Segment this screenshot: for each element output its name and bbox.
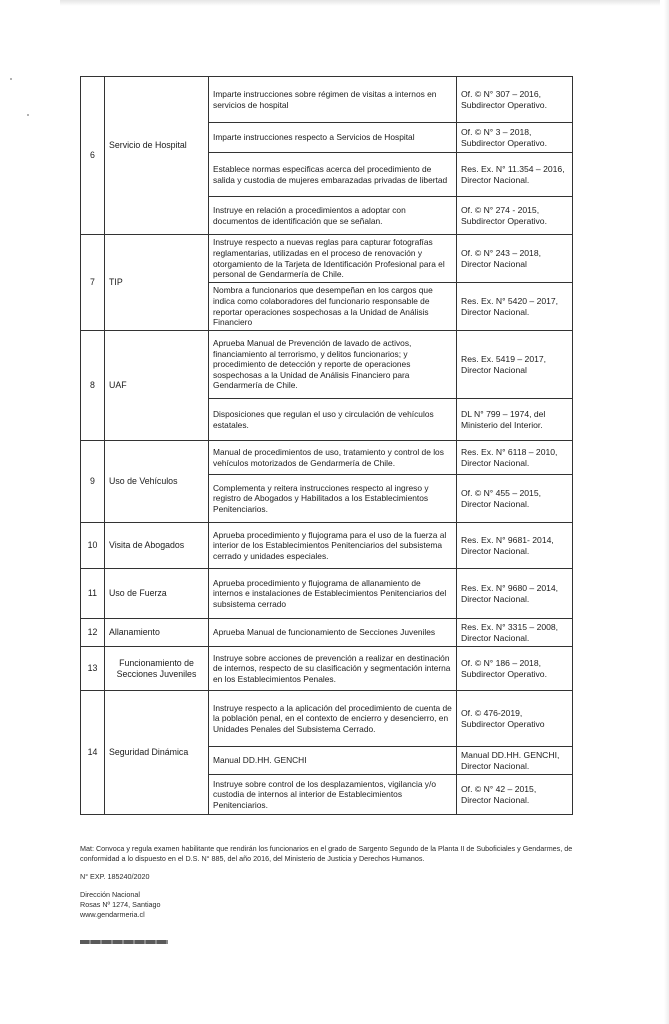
scan-speck [27, 114, 29, 116]
norm-description: Instruye en relación a procedimientos a adoptar con documentos de identificación que se señalan. [209, 197, 457, 235]
norm-description: Instruye sobre acciones de prevención a realizar en destinación de internos, respecto de su clasificación y segmentación interna en los Establecimientos Penales. [209, 647, 457, 691]
norm-description: Manual DD.HH. GENCHI [209, 747, 457, 775]
row-topic: UAF [105, 331, 209, 441]
row-topic: Allanamiento [105, 619, 209, 647]
norm-reference: Res. Ex. N° 9681- 2014, Director Nacional. [457, 523, 573, 569]
scan-edge-right [664, 0, 669, 1024]
norm-description: Instruye sobre control de los desplazamientos, vigilancia y/o custodia de internos al interior de Establecimientos Penitenciarios. [209, 775, 457, 815]
office-address: Rosas Nº 1274, Santiago [80, 900, 161, 909]
subject-note: Mat: Convoca y regula examen habilitante que rendirán los funcionarios en el grado de Sargento Segundo de la Planta II de Suboficiales y Gendarmes, de conformidad a lo dispuesto en el D.S. N° 885, del año 2016, del Ministerio de Justicia y Derechos Humanos. [80, 844, 573, 863]
row-topic: Servicio de Hospital [105, 77, 209, 153]
website-link[interactable]: www.gendarmeria.cl [80, 910, 145, 919]
norm-reference: Of. © N° 186 – 2018, Subdirector Operativo. [457, 647, 573, 691]
norm-reference: Manual DD.HH. GENCHI, Director Nacional. [457, 747, 573, 775]
norm-reference: Res. Ex. N° 5420 – 2017, Director Nacional. [457, 283, 573, 331]
table-row [81, 153, 573, 197]
norm-reference: Of. © 476-2019, Subdirector Operativo [457, 691, 573, 747]
norm-description: Aprueba Manual de Prevención de lavado de activos, financiamiento al terrorismo, y delitos funcionarios; y procedimiento de detección y reporte de operaciones sospechosas a la Unidad de Análisis Financiero para Gendarmería de Chile. [209, 331, 457, 399]
document-footer [80, 844, 590, 920]
norm-reference: Of. © N° 455 – 2015, Director Nacional. [457, 475, 573, 523]
row-number: 13 [81, 647, 105, 691]
row-topic: Seguridad Dinámica [105, 691, 209, 815]
row-number: 9 [81, 441, 105, 523]
row-topic: Funcionamiento de Secciones Juveniles [105, 647, 209, 691]
table-row [81, 523, 573, 569]
file-number: N° EXP. 185240/2020 [80, 872, 150, 881]
row-number: 7 [81, 235, 105, 331]
row-topic: Uso de Vehículos [105, 441, 209, 523]
norm-description: Instruye respecto a nuevas reglas para capturar fotografías reglamentarias, utilizadas en el proceso de renovación y otorgamiento de la Tarjeta de Identificación Profesional para el personal de Gendarmería de Chile. [209, 235, 457, 283]
norm-reference: Res. Ex. N° 3315 – 2008, Director Nacional. [457, 619, 573, 647]
norm-reference: Res. Ex. N° 6118 – 2010, Director Nacional. [457, 441, 573, 475]
norm-description: Manual de procedimientos de uso, tratamiento y control de los vehículos motorizados de Gendarmería de Chile. [209, 441, 457, 475]
table-row [81, 569, 573, 619]
row-topic: Uso de Fuerza [105, 569, 209, 619]
row-topic-continued [105, 153, 209, 235]
scan-speck [10, 78, 12, 80]
norm-description: Imparte instrucciones respecto a Servicios de Hospital [209, 123, 457, 153]
row-number: 8 [81, 331, 105, 441]
row-number: 10 [81, 523, 105, 569]
norm-reference: Res. Ex. N° 11.354 – 2016, Director Nacional. [457, 153, 573, 197]
row-number: 11 [81, 569, 105, 619]
table-row [81, 331, 573, 399]
row-number: 14 [81, 691, 105, 815]
row-number: 6 [81, 77, 105, 235]
norm-description: Nombra a funcionarios que desempeñan en los cargos que indica como colaboradores del funcionario responsable de reportar operaciones sospechosas a la Unidad de Análisis Financiero [209, 283, 457, 331]
norm-reference: Of. © N° 243 – 2018, Director Nacional [457, 235, 573, 283]
table-row [81, 235, 573, 283]
row-number: 12 [81, 619, 105, 647]
norm-description: Aprueba procedimiento y flujograma de allanamiento de internos e instalaciones de Establecimientos Penitenciarios del subsistema cerrado [209, 569, 457, 619]
regulations-table [80, 76, 573, 815]
norm-description: Aprueba Manual de funcionamiento de Secciones Juveniles [209, 619, 457, 647]
norm-reference: Res. Ex. N° 9680 – 2014, Director Nacional. [457, 569, 573, 619]
norm-reference: Of. © N° 42 – 2015, Director Nacional. [457, 775, 573, 815]
norm-reference: Of. © N° 274 - 2015, Subdirector Operativo. [457, 197, 573, 235]
scan-edge-top [60, 0, 660, 6]
norm-reference: Of. © N° 307 – 2016, Subdirector Operativo. [457, 77, 573, 123]
table-row [81, 691, 573, 747]
table-row [81, 441, 573, 475]
norm-description: Imparte instrucciones sobre régimen de visitas a internos en servicios de hospital [209, 77, 457, 123]
office-name: Dirección Nacional [80, 890, 140, 899]
row-topic: TIP [105, 235, 209, 331]
norm-description: Disposiciones que regulan el uso y circulación de vehículos estatales. [209, 399, 457, 441]
footer-decorative-bar [80, 940, 168, 944]
norm-description: Establece normas especificas acerca del procedimiento de salida y custodia de mujeres embarazadas privadas de libertad [209, 153, 457, 197]
norm-reference: DL N° 799 – 1974, del Ministerio del Interior. [457, 399, 573, 441]
table-row [81, 619, 573, 647]
norm-description: Aprueba procedimiento y flujograma para el uso de la fuerza al interior de los Establecimientos Penitenciarios del subsistema cerrado y unidades especiales. [209, 523, 457, 569]
norm-description: Complementa y reitera instrucciones respecto al ingreso y registro de Abogados y Habilitados a los Establecimientos Penitenciarios. [209, 475, 457, 523]
table-row [81, 77, 573, 123]
norm-description: Instruye respecto a la aplicación del procedimiento de cuenta de la población penal, en el contexto de encierro y desencierro, en Unidades Penales del Subsistema Cerrado. [209, 691, 457, 747]
norm-reference: Of. © N° 3 – 2018, Subdirector Operativo. [457, 123, 573, 153]
norm-reference: Res. Ex. 5419 – 2017, Director Nacional [457, 331, 573, 399]
table-row [81, 647, 573, 691]
row-topic: Visita de Abogados [105, 523, 209, 569]
